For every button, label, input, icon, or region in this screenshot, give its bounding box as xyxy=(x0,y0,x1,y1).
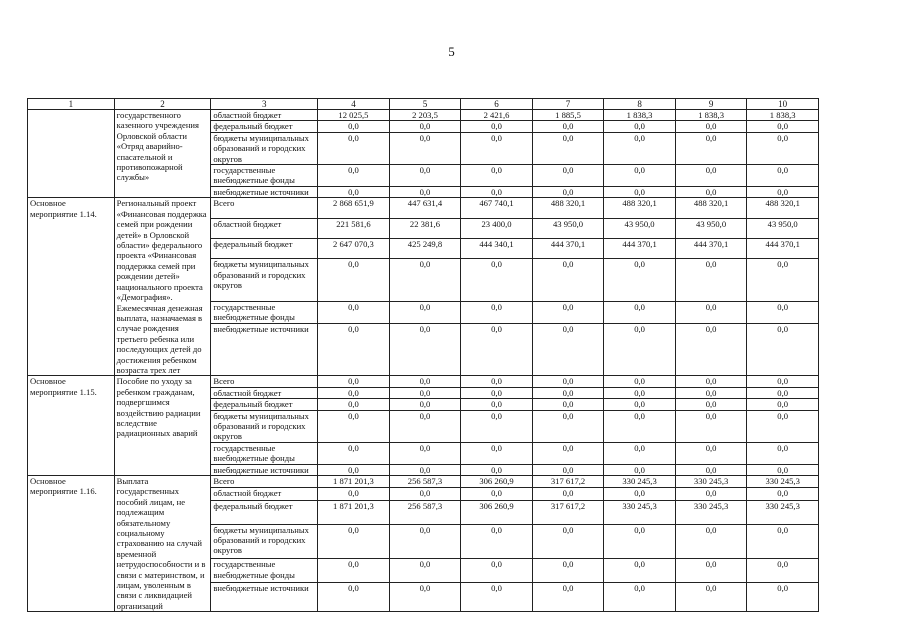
amount-cell: 2 647 070,3 xyxy=(318,238,390,258)
amount-cell: 0,0 xyxy=(389,559,461,583)
funding-source-cell: областной бюджет xyxy=(211,110,318,121)
funding-source-cell: областной бюджет xyxy=(211,387,318,398)
amount-cell: 0,0 xyxy=(747,376,819,387)
funding-source-cell: федеральный бюджет xyxy=(211,399,318,410)
amount-cell: 0,0 xyxy=(318,121,390,132)
amount-cell: 0,0 xyxy=(532,187,604,198)
amount-cell: 2 421,6 xyxy=(461,110,533,121)
funding-source-cell: бюджеты муниципальных образований и городских округов xyxy=(211,524,318,559)
amount-cell: 0,0 xyxy=(675,121,747,132)
amount-cell: 1 838,3 xyxy=(675,110,747,121)
table-row xyxy=(28,376,819,387)
amount-cell: 0,0 xyxy=(461,488,533,500)
amount-cell: 0,0 xyxy=(604,301,676,323)
amount-cell: 0,0 xyxy=(675,132,747,164)
amount-cell: 0,0 xyxy=(747,121,819,132)
amount-cell: 0,0 xyxy=(318,187,390,198)
activity-code-cell: Основное мероприятие 1.16. xyxy=(28,476,115,612)
amount-cell: 0,0 xyxy=(604,442,676,464)
amount-cell: 0,0 xyxy=(747,524,819,559)
amount-cell: 0,0 xyxy=(389,121,461,132)
amount-cell: 2 203,5 xyxy=(389,110,461,121)
amount-cell: 0,0 xyxy=(461,442,533,464)
amount-cell: 43 950,0 xyxy=(532,218,604,238)
amount-cell: 0,0 xyxy=(675,399,747,410)
funding-source-cell: внебюджетные источники xyxy=(211,464,318,475)
funding-source-cell: бюджеты муниципальных образований и городских округов xyxy=(211,132,318,164)
amount-cell: 0,0 xyxy=(532,165,604,187)
amount-cell: 0,0 xyxy=(461,259,533,302)
amount-cell: 0,0 xyxy=(604,259,676,302)
amount-cell: 0,0 xyxy=(675,442,747,464)
header-cell: 9 xyxy=(675,99,747,110)
table-row xyxy=(28,110,819,121)
funding-source-cell: государственные внебюджетные фонды xyxy=(211,442,318,464)
amount-cell: 0,0 xyxy=(461,559,533,583)
amount-cell: 0,0 xyxy=(532,323,604,376)
funding-source-cell: областной бюджет xyxy=(211,488,318,500)
amount-cell: 0,0 xyxy=(461,464,533,475)
amount-cell: 0,0 xyxy=(389,301,461,323)
amount-cell: 330 245,3 xyxy=(604,500,676,524)
amount-cell: 0,0 xyxy=(675,387,747,398)
amount-cell: 12 025,5 xyxy=(318,110,390,121)
amount-cell: 488 320,1 xyxy=(532,198,604,218)
amount-cell: 0,0 xyxy=(675,259,747,302)
amount-cell: 317 617,2 xyxy=(532,500,604,524)
amount-cell: 256 587,3 xyxy=(389,476,461,488)
amount-cell: 0,0 xyxy=(461,399,533,410)
header-cell: 5 xyxy=(389,99,461,110)
activity-name-cell: государственного казенного учреждения Орловской области «Отряд аварийно-спасательной и противопожарной службы» xyxy=(114,110,211,198)
amount-cell: 0,0 xyxy=(532,559,604,583)
funding-source-cell: государственные внебюджетные фонды xyxy=(211,301,318,323)
amount-cell: 444 370,1 xyxy=(532,238,604,258)
amount-cell: 0,0 xyxy=(747,132,819,164)
funding-source-cell: бюджеты муниципальных образований и городских округов xyxy=(211,410,318,442)
header-row xyxy=(28,99,819,110)
amount-cell: 0,0 xyxy=(532,399,604,410)
amount-cell: 1 838,3 xyxy=(747,110,819,121)
amount-cell: 0,0 xyxy=(461,410,533,442)
activity-code-cell xyxy=(28,110,115,198)
header-cell: 6 xyxy=(461,99,533,110)
activity-code-cell: Основное мероприятие 1.15. xyxy=(28,376,115,476)
amount-cell: 0,0 xyxy=(389,464,461,475)
amount-cell: 0,0 xyxy=(532,387,604,398)
amount-cell: 0,0 xyxy=(318,301,390,323)
amount-cell: 0,0 xyxy=(675,488,747,500)
amount-cell: 0,0 xyxy=(389,442,461,464)
amount-cell: 0,0 xyxy=(747,187,819,198)
amount-cell: 0,0 xyxy=(747,410,819,442)
amount-cell: 0,0 xyxy=(604,132,676,164)
amount-cell: 0,0 xyxy=(604,410,676,442)
amount-cell: 0,0 xyxy=(675,583,747,612)
amount-cell: 0,0 xyxy=(675,524,747,559)
amount-cell: 0,0 xyxy=(389,524,461,559)
amount-cell: 0,0 xyxy=(675,165,747,187)
amount-cell: 0,0 xyxy=(532,410,604,442)
amount-cell: 2 868 651,9 xyxy=(318,198,390,218)
funding-source-cell: федеральный бюджет xyxy=(211,500,318,524)
table-row xyxy=(28,476,819,488)
amount-cell: 0,0 xyxy=(604,165,676,187)
amount-cell: 1 838,3 xyxy=(604,110,676,121)
amount-cell: 43 950,0 xyxy=(604,218,676,238)
table-row xyxy=(28,198,819,218)
funding-source-cell: федеральный бюджет xyxy=(211,238,318,258)
amount-cell: 256 587,3 xyxy=(389,500,461,524)
amount-cell: 0,0 xyxy=(675,464,747,475)
amount-cell: 0,0 xyxy=(604,387,676,398)
amount-cell: 0,0 xyxy=(747,399,819,410)
activity-name-cell: Выплата государственных пособий лицам, не подлежащим обязательному социальному страхованию на случай временной нетрудоспособности и в связи с материнством, и лицам, уволенным в связи с ликвидацией организаций xyxy=(114,476,211,612)
amount-cell: 0,0 xyxy=(461,165,533,187)
amount-cell: 0,0 xyxy=(389,132,461,164)
amount-cell: 0,0 xyxy=(604,583,676,612)
amount-cell: 0,0 xyxy=(318,524,390,559)
amount-cell: 0,0 xyxy=(461,301,533,323)
amount-cell: 43 950,0 xyxy=(747,218,819,238)
amount-cell: 1 885,5 xyxy=(532,110,604,121)
amount-cell: 0,0 xyxy=(461,524,533,559)
amount-cell: 0,0 xyxy=(532,583,604,612)
amount-cell: 306 260,9 xyxy=(461,500,533,524)
amount-cell: 0,0 xyxy=(675,187,747,198)
amount-cell: 0,0 xyxy=(389,410,461,442)
header-cell: 2 xyxy=(114,99,211,110)
amount-cell: 0,0 xyxy=(461,121,533,132)
amount-cell: 0,0 xyxy=(532,121,604,132)
amount-cell: 0,0 xyxy=(318,376,390,387)
amount-cell: 0,0 xyxy=(747,464,819,475)
funding-source-cell: внебюджетные источники xyxy=(211,583,318,612)
amount-cell: 330 245,3 xyxy=(675,476,747,488)
amount-cell: 0,0 xyxy=(532,524,604,559)
amount-cell: 330 245,3 xyxy=(604,476,676,488)
amount-cell: 444 340,1 xyxy=(461,238,533,258)
amount-cell: 0,0 xyxy=(675,301,747,323)
amount-cell: 0,0 xyxy=(604,559,676,583)
activity-code-cell: Основное мероприятие 1.14. xyxy=(28,198,115,376)
amount-cell: 0,0 xyxy=(532,301,604,323)
funding-source-cell: Всего xyxy=(211,476,318,488)
funding-source-cell: государственные внебюджетные фонды xyxy=(211,165,318,187)
amount-cell: 0,0 xyxy=(532,259,604,302)
amount-cell: 488 320,1 xyxy=(604,198,676,218)
amount-cell: 22 381,6 xyxy=(389,218,461,238)
amount-cell: 0,0 xyxy=(389,387,461,398)
amount-cell: 0,0 xyxy=(532,132,604,164)
funding-source-cell: Всего xyxy=(211,198,318,218)
amount-cell: 0,0 xyxy=(318,464,390,475)
amount-cell: 467 740,1 xyxy=(461,198,533,218)
amount-cell: 0,0 xyxy=(604,524,676,559)
amount-cell: 0,0 xyxy=(461,387,533,398)
amount-cell: 330 245,3 xyxy=(747,500,819,524)
amount-cell: 0,0 xyxy=(318,323,390,376)
amount-cell: 0,0 xyxy=(389,399,461,410)
amount-cell: 0,0 xyxy=(389,583,461,612)
amount-cell: 0,0 xyxy=(461,583,533,612)
amount-cell: 0,0 xyxy=(675,410,747,442)
amount-cell: 0,0 xyxy=(318,259,390,302)
amount-cell: 0,0 xyxy=(318,387,390,398)
amount-cell: 0,0 xyxy=(318,559,390,583)
amount-cell: 0,0 xyxy=(461,187,533,198)
activity-name-cell: Региональный проект «Финансовая поддержка семей при рождении детей» в Орловской области» федерального проекта «Финансовая поддержка семей при рождении детей» национального проекта «Демография». Ежемесячная денежная выплата, назначаемая в случае рождения третьего ребенка или последующих детей до достижения ребенком возраста трех лет xyxy=(114,198,211,376)
amount-cell: 0,0 xyxy=(318,583,390,612)
amount-cell: 0,0 xyxy=(747,301,819,323)
amount-cell: 0,0 xyxy=(604,464,676,475)
amount-cell: 221 581,6 xyxy=(318,218,390,238)
amount-cell: 0,0 xyxy=(318,165,390,187)
funding-source-cell: федеральный бюджет xyxy=(211,121,318,132)
amount-cell: 330 245,3 xyxy=(675,500,747,524)
funding-table xyxy=(27,98,819,612)
amount-cell: 488 320,1 xyxy=(675,198,747,218)
funding-source-cell: бюджеты муниципальных образований и городских округов xyxy=(211,259,318,302)
amount-cell: 0,0 xyxy=(604,121,676,132)
header-cell: 8 xyxy=(604,99,676,110)
amount-cell: 488 320,1 xyxy=(747,198,819,218)
funding-source-cell: областной бюджет xyxy=(211,218,318,238)
amount-cell: 0,0 xyxy=(318,399,390,410)
amount-cell: 0,0 xyxy=(461,132,533,164)
amount-cell: 43 950,0 xyxy=(675,218,747,238)
activity-name-cell: Пособие по уходу за ребенком гражданам, подвергшимся воздействию радиации вследствие радиационных аварий xyxy=(114,376,211,476)
funding-source-cell: государственные внебюджетные фонды xyxy=(211,559,318,583)
amount-cell: 447 631,4 xyxy=(389,198,461,218)
amount-cell: 0,0 xyxy=(604,376,676,387)
amount-cell: 444 370,1 xyxy=(675,238,747,258)
amount-cell: 0,0 xyxy=(747,387,819,398)
amount-cell: 0,0 xyxy=(747,442,819,464)
amount-cell: 0,0 xyxy=(389,259,461,302)
amount-cell: 0,0 xyxy=(747,559,819,583)
amount-cell: 0,0 xyxy=(532,442,604,464)
amount-cell: 306 260,9 xyxy=(461,476,533,488)
funding-source-cell: Всего xyxy=(211,376,318,387)
amount-cell: 0,0 xyxy=(604,488,676,500)
amount-cell: 0,0 xyxy=(747,488,819,500)
funding-source-cell: внебюджетные источники xyxy=(211,187,318,198)
amount-cell: 0,0 xyxy=(747,165,819,187)
amount-cell: 0,0 xyxy=(747,323,819,376)
amount-cell: 0,0 xyxy=(389,165,461,187)
amount-cell: 0,0 xyxy=(318,132,390,164)
amount-cell: 23 400,0 xyxy=(461,218,533,238)
amount-cell: 0,0 xyxy=(675,559,747,583)
header-cell: 4 xyxy=(318,99,390,110)
amount-cell: 0,0 xyxy=(461,376,533,387)
amount-cell: 330 245,3 xyxy=(747,476,819,488)
header-cell: 10 xyxy=(747,99,819,110)
amount-cell: 1 871 201,3 xyxy=(318,500,390,524)
amount-cell: 0,0 xyxy=(389,187,461,198)
amount-cell: 0,0 xyxy=(318,442,390,464)
amount-cell: 444 370,1 xyxy=(747,238,819,258)
amount-cell: 0,0 xyxy=(532,488,604,500)
amount-cell: 0,0 xyxy=(389,323,461,376)
amount-cell: 0,0 xyxy=(675,323,747,376)
amount-cell: 0,0 xyxy=(747,583,819,612)
amount-cell: 0,0 xyxy=(604,399,676,410)
header-cell: 3 xyxy=(211,99,318,110)
amount-cell: 317 617,2 xyxy=(532,476,604,488)
header-cell: 7 xyxy=(532,99,604,110)
amount-cell: 0,0 xyxy=(461,323,533,376)
header-cell: 1 xyxy=(28,99,115,110)
page-number: 5 xyxy=(448,44,455,59)
amount-cell: 0,0 xyxy=(532,376,604,387)
funding-source-cell: внебюджетные источники xyxy=(211,323,318,376)
amount-cell: 425 249,8 xyxy=(389,238,461,258)
amount-cell: 0,0 xyxy=(318,488,390,500)
amount-cell: 0,0 xyxy=(389,488,461,500)
amount-cell: 0,0 xyxy=(675,376,747,387)
amount-cell: 444 370,1 xyxy=(604,238,676,258)
amount-cell: 0,0 xyxy=(318,410,390,442)
amount-cell: 0,0 xyxy=(389,376,461,387)
amount-cell: 0,0 xyxy=(747,259,819,302)
amount-cell: 1 871 201,3 xyxy=(318,476,390,488)
amount-cell: 0,0 xyxy=(604,187,676,198)
amount-cell: 0,0 xyxy=(604,323,676,376)
amount-cell: 0,0 xyxy=(532,464,604,475)
